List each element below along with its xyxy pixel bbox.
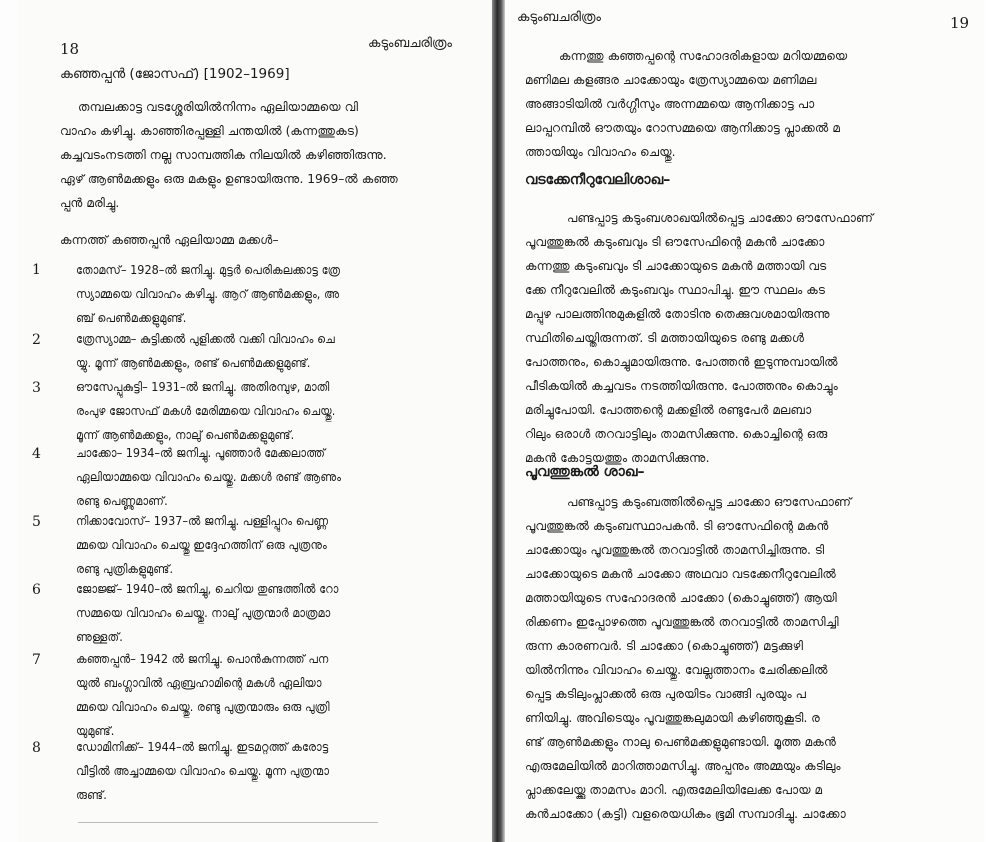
- child-entry: [76, 509, 492, 581]
- entry-line: സ്യാമ്മയെ വിവാഹം കഴിച്ചു. ആറ് ആൺമക്കളും, അ: [76, 287, 340, 301]
- para-line: ത്തായിയും വിവാഹം ചെയ്തു.: [525, 145, 676, 159]
- entry-line: സമ്മയെ വിവാഹം ചെയ്തു. നാലു് പുത്രന്മാർ മാത്രമാ: [76, 606, 331, 620]
- entry-line: ഔസേപ്പുകുട്ടി– 1931–ൽ ജനിച്ചു. അതിരമ്പുഴ, മാതി: [76, 380, 330, 394]
- para-line: ചാക്കോയും പൂവത്തുങ്കൽ തറവാട്ടിൽ താമസിച്ചിരുന്നു. ടി: [525, 543, 825, 557]
- entry-number: 2: [32, 332, 41, 348]
- para-line: ചാക്കോയുടെ മകൻ ചാക്കോ അഥവാ വടക്കേനീറുവേലിൽ: [525, 567, 836, 581]
- para-line: പോത്തനും, കൊച്ചുമായിരുന്നു. പോത്തൻ ഇടുന്നുമ്പായിൽ: [525, 355, 838, 369]
- para-line: മകൻ കോട്ടയത്തും താമസിക്കുന്നു.: [525, 451, 710, 465]
- child-entry: [76, 735, 492, 807]
- entry-number: 3: [32, 380, 41, 396]
- para-line: ക്കേ നീറുവേലിൽ കടുംബവും സ്ഥാപിച്ചു. ഈ സ്ഥലം കട: [525, 283, 826, 297]
- entry-line: രുണ്ട്.: [76, 788, 107, 802]
- para-line: മരിച്ചുപോയി. പോത്തന്റെ മക്കളിൽ രണ്ടുപേർ മലബാ: [525, 403, 812, 417]
- para-line: സ്ഥിതിചെയ്തിരുന്നത്. ടി മത്തായിയുടെ രണ്ടു മക്കൾ: [525, 331, 805, 345]
- child-entry: [76, 577, 492, 649]
- entry-line: കഞ്ഞപ്പൻ– 1942 ൽ ജനിച്ചു. പൊൻകുന്നത്ത് പന: [76, 652, 329, 666]
- left-running-head: കടുംബചരിത്രം: [368, 36, 452, 51]
- entry-line: ഞ്ച് പെൺമക്കളുമുണ്ട്.: [76, 311, 187, 325]
- sisters-paragraph: [525, 44, 848, 164]
- children-heading: കന്നത്ത് കഞ്ഞപ്പൻ ഏലിയാമ്മ മക്കൾ–: [60, 233, 279, 247]
- intro-line: തമ്പലക്കാട്ട വടശ്ശേരിയിൽനിന്നം ഏലിയാമ്മയെ വി: [78, 100, 358, 114]
- intro-line: വാഹം കഴിച്ചു. കാഞ്ഞിരപ്പള്ളി ചന്തയിൽ (കന്നത്തുകട): [60, 124, 359, 138]
- para-line: മപ്പുഴ പാലത്തിനുമുകളിൽ തോടിനു തെക്കുവശമായിരുന്നു: [525, 307, 830, 321]
- entry-line: യുമുണ്ട്.: [76, 724, 115, 738]
- para-line: പ്പെട്ട കടിലുംപ്ലാക്കൽ ഒരു പുരയിടം വാങ്ങി പുരയും പ: [525, 687, 807, 701]
- page-bottom-rule: [78, 822, 378, 823]
- entry-line: നിക്കാവോസ്– 1937–ൽ ജനിച്ചു. പള്ളിപ്പുറം പെണ്ണ: [76, 514, 329, 528]
- right-page: [505, 0, 985, 842]
- para-line: മണിമല കളങ്ങര ചാക്കോയും ത്രേസ്യാമ്മയെ മണിമല: [525, 73, 817, 87]
- entry-number: 1: [32, 262, 41, 278]
- para-line: പൂവത്തുങ്കൽ കടുംബസ്ഥാപകൻ. ടി ഔസേഫിന്റെ മകൻ: [525, 519, 829, 533]
- child-entry: [76, 327, 492, 375]
- entry-line: മ്മയെ വിവാഹം ചെയ്തു. രണ്ടു പുത്രന്മാരും ഒരു പുത്രി: [76, 700, 330, 714]
- entry-number: 8: [32, 740, 41, 756]
- branch-heading-vadakkeneeruveli: വടക്കേനീറുവേലിശാഖ–: [525, 172, 671, 188]
- para-line: ണിയിച്ചു. അവിടെയും പൂവത്തുങ്കലുമായി കഴിഞ്ഞുകൂടി. ര: [525, 711, 820, 725]
- left-page-number: 18: [60, 40, 80, 58]
- entry-line: വീട്ടിൽ അച്ചാമ്മയെ വിവാഹം ചെയ്തു. മൂന്ന പുത്രന്മാ: [76, 764, 330, 778]
- right-page-number: 19: [950, 14, 970, 32]
- intro-line: പ്പൻ മരിച്ചു.: [60, 196, 120, 210]
- entry-number: 6: [32, 582, 41, 598]
- section-title: കഞ്ഞപ്പൻ (ജോസഫ്) [1902–1969]: [60, 66, 290, 82]
- branch-heading-poovathunkal: പൂവത്തുങ്കൽ ശാഖ–: [525, 464, 645, 480]
- entry-line: ചാക്കോ– 1934–ൽ ജനിച്ചു. പൂഞ്ഞാർ മേക്കലാത്ത്: [76, 446, 326, 460]
- para-line: പൂവത്തുങ്കൽ കടുംബവും ടി ഔസേഫിന്റെ മകൻ ചാക്കോ: [525, 235, 825, 249]
- right-running-head: കടുംബചരിത്രം: [517, 10, 601, 25]
- entry-line: രണ്ടു പെണ്ണുമാണ്.: [76, 494, 168, 508]
- para-line: യിൽനിന്നും വിവാഹം ചെയ്തു. വേല്ലത്താനം ചേരിക്കലിൽ: [525, 663, 828, 677]
- entry-line: ഡോമിനിക്ക്– 1944–ൽ ജനിച്ചു. ഇടമറ്റത്ത് കരോട്ട: [76, 740, 329, 754]
- para-line: രുന്ന കാരണവർ. ടി ചാക്കോ (കൊച്ചുഞ്ഞ്) മട്ടക്കുഴി: [525, 639, 804, 653]
- intro-paragraph: [60, 95, 399, 215]
- entry-line: യുൽ ബംഗ്ലാവിൽ ഏബ്രഹാമിന്റെ മകൾ ഏലിയാ: [76, 676, 322, 690]
- child-entry: [76, 258, 492, 330]
- entry-line: മൂന്ന് ആൺമക്കളും, നാലു് പെൺമക്കളുമുണ്ട്.: [76, 428, 295, 442]
- entry-line: തോമസ്– 1928–ൽ ജനിച്ചു. മുട്ടർ പെരികലക്കാട്ട ത്രേ: [76, 263, 341, 277]
- para-line: രിക്കണം ഇപ്പോഴത്തെ പൂവത്തുങ്കൽ തറവാട്ടിൽ താമസിച്ചി: [525, 615, 839, 629]
- entry-line: രണ്ടു പുത്രികളുമുണ്ട്.: [76, 562, 174, 576]
- para-line: എരുമേലിയിൽ മാറിത്താമസിച്ചു. അപ്പനും അമ്മയും കടിലും: [525, 759, 841, 773]
- page-edge: [0, 0, 19, 842]
- poovathunkal-paragraph: [525, 490, 852, 826]
- para-line: പീടികയിൽ കച്ചവടം നടത്തിയിരുന്നു. പോത്തനും കൊച്ചും: [525, 379, 838, 393]
- para-line: ണ്ട് ആൺമക്കളും നാലു പെൺമക്കളുമുണ്ടായി. മൂത്ത മകൻ: [525, 735, 837, 749]
- left-page: [18, 0, 492, 842]
- para-line: കന്നത്തു കഞ്ഞപ്പന്റെ സഹോദരികളായ മറിയമ്മയെ: [559, 49, 848, 63]
- entry-line: ണുള്ളത്.: [76, 630, 123, 644]
- entry-number: 5: [32, 514, 41, 530]
- para-line: പ്ലാക്കലേയ്ക്കു താമസം മാറി. എരുമേലിയിലേക്ക പോയ മ: [525, 783, 823, 797]
- vadakke-paragraph: [525, 206, 874, 470]
- para-line: പണ്ടപ്പാട്ട കടുംബശാഖയിൽപ്പെട്ട ചാക്കോ ഔസേഫാണ്: [567, 211, 874, 225]
- intro-line: കച്ചവടംനടത്തി നല്ല സാമ്പത്തിക നിലയിൽ കഴിഞ്ഞിരുന്നു.: [60, 148, 387, 162]
- entry-number: 7: [32, 652, 41, 668]
- entry-line: ഏലിയാമ്മയെ വിവാഹം ചെയ്തു. മക്കൾ രണ്ട് ആണും: [76, 470, 342, 484]
- book-gutter: [492, 0, 505, 842]
- entry-line: യ്യു. മൂന്ന് ആൺമക്കളും, രണ്ട് പെൺമക്കളുമുണ്ട്.: [76, 356, 311, 370]
- para-line: കന്നത്തു കടുംബവും ടി ചാക്കോയുടെ മകൻ മത്തായി വട: [525, 259, 827, 273]
- para-line: പണ്ടപ്പാട്ട കടുംബത്തിൽപ്പെട്ട ചാക്കോ ഔസേഫാണ്: [567, 495, 852, 509]
- entry-line: ജോജ്ജ്– 1940–ൽ ജനിച്ചു, ചെറിയ തുണ്ടത്തിൽ റോ: [76, 582, 339, 596]
- para-line: റിലും ഒരാൾ തറവാട്ടിലും താമസിക്കുന്നു. കൊച്ചിന്റെ ഒരു: [525, 427, 828, 441]
- child-entry: [76, 441, 492, 513]
- entry-line: രംപുഴ ജോസഫ് മകൾ മേരിമ്മയെ വിവാഹം ചെയ്തു.: [76, 404, 336, 418]
- entry-line: മ്മയെ വിവാഹം ചെയ്തു ഇദ്ദേഹത്തിന് ഒരു പുത്രനും: [76, 538, 327, 552]
- child-entry: [76, 375, 492, 447]
- para-line: മത്തായിയുടെ സഹോദരൻ ചാക്കോ (കൊച്ചുഞ്ഞ്) ആയി: [525, 591, 837, 605]
- para-line: അങ്ങാടിയിൽ വർഗ്ഗീസും അന്നമ്മയെ ആനിക്കാട്ട പാ: [525, 97, 815, 111]
- child-entry: [76, 647, 492, 743]
- para-line: കൻചാക്കോ (കട്ടി) വളരെയധികം ഭൂമി സമ്പാദിച്ചു. ചാക്കോ: [525, 807, 846, 821]
- entry-number: 4: [32, 446, 41, 462]
- intro-line: ഏഴ് ആൺമക്കളും ഒരു മകളും ഉണ്ടായിരുന്നു. 1969–ൽ കഞ്ഞ: [60, 172, 399, 186]
- entry-line: ത്രേസ്യാമ്മ– കുട്ടിക്കൽ പുളിക്കൽ വക്കി വിവാഹം ചെ: [76, 332, 335, 346]
- para-line: ലാപ്പറമ്പിൽ ഔതയും റോസമ്മയെ ആനിക്കാട്ട പ്ലാക്കൽ മ: [525, 121, 841, 135]
